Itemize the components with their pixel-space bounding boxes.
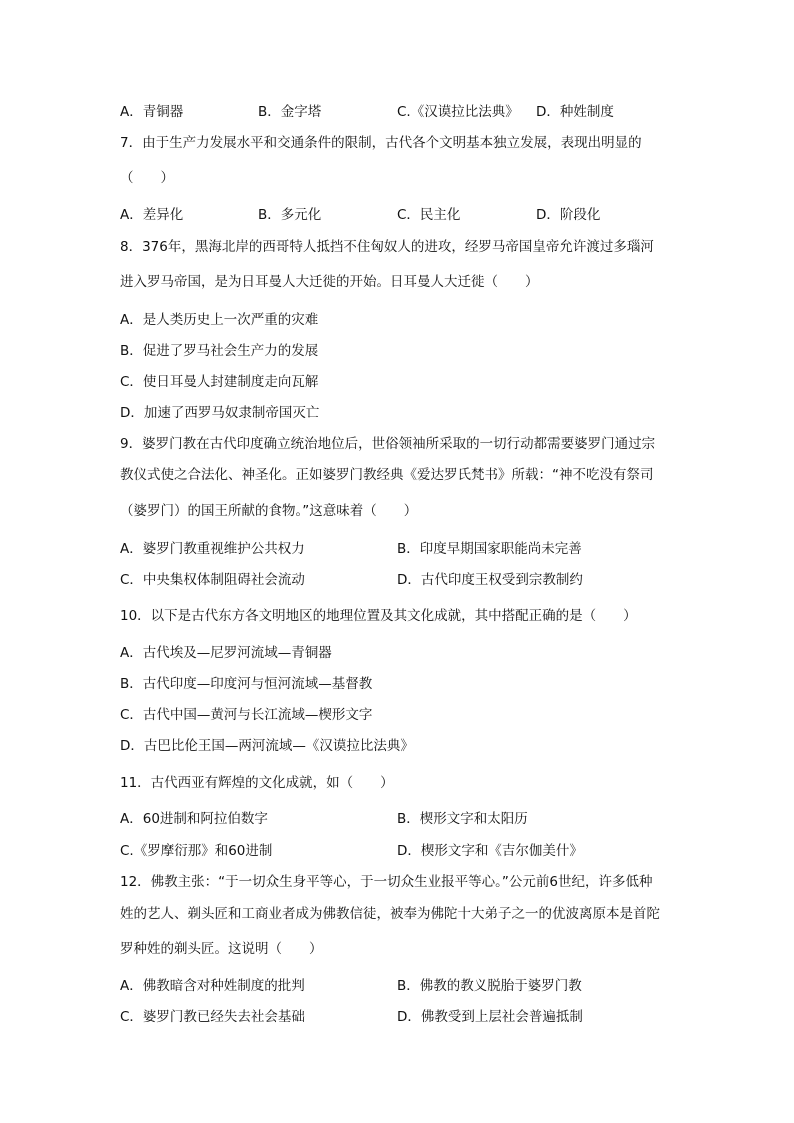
- q10-option-a[interactable]: A．古代埃及—尼罗河流域—青铜器: [120, 645, 332, 661]
- q8-option-b[interactable]: B．促进了罗马社会生产力的发展: [120, 343, 319, 359]
- q12-option-d[interactable]: D．佛教受到上层社会普遍抵制: [397, 1009, 583, 1025]
- q9-option-b[interactable]: B．印度早期国家职能尚未完善: [397, 541, 582, 557]
- q7-option-d[interactable]: D．阶段化: [536, 207, 601, 223]
- q9-option-d[interactable]: D．古代印度王权受到宗教制约: [397, 572, 583, 588]
- q12-option-a[interactable]: A．佛教暗含对种姓制度的批判: [120, 978, 305, 994]
- q6-option-c[interactable]: C.《汉谟拉比法典》: [397, 104, 519, 120]
- q7-option-a[interactable]: A．差异化: [120, 207, 184, 223]
- q8-option-d[interactable]: D．加速了西罗马奴隶制帝国灭亡: [120, 405, 320, 421]
- q11-option-d[interactable]: D．楔形文字和《吉尔伽美什》: [397, 843, 583, 859]
- q9-stem-line2: 教仪式使之合法化、神圣化。正如婆罗门教经典《爱达罗氏梵书》所载：“神不吃没有祭司: [120, 467, 654, 483]
- q10-stem: 10．以下是古代东方各文明地区的地理位置及其文化成就，其中搭配正确的是（ ）: [120, 608, 637, 624]
- q10-option-d[interactable]: D．古巴比伦王国—两河流域—《汉谟拉比法典》: [120, 738, 414, 754]
- q11-option-c[interactable]: C.《罗摩衍那》和60进制: [120, 843, 273, 859]
- q8-stem-line2: 进入罗马帝国，是为日耳曼人大迁徙的开始。日耳曼人大迁徙（ ）: [120, 274, 539, 290]
- q11-option-a[interactable]: A．60进制和阿拉伯数字: [120, 811, 268, 827]
- q12-option-b[interactable]: B．佛教的教义脱胎于婆罗门教: [397, 978, 582, 994]
- q10-option-c[interactable]: C．古代中国—黄河与长江流域—楔形文字: [120, 707, 373, 723]
- q7-stem-line2: （ ）: [120, 170, 174, 186]
- q8-option-c[interactable]: C．使日耳曼人封建制度走向瓦解: [120, 374, 319, 390]
- q6-option-d[interactable]: D．种姓制度: [536, 104, 614, 120]
- q12-stem-line1: 12．佛教主张：“于一切众生身平等心，于一切众生业报平等心。”公元前6世纪，许多低种: [120, 874, 653, 890]
- q11-option-b[interactable]: B．楔形文字和太阳历: [397, 811, 528, 827]
- q6-option-a[interactable]: A．青铜器: [120, 104, 184, 120]
- q9-stem-line1: 9．婆罗门教在古代印度确立统治地位后，世俗领袖所采取的一切行动都需要婆罗门通过宗: [120, 436, 656, 452]
- q8-option-a[interactable]: A．是人类历史上一次严重的灾难: [120, 312, 319, 328]
- q9-stem-line3: （婆罗门）的国王所献的食物。”这意味着（ ）: [120, 503, 418, 519]
- q12-stem-line3: 罗种姓的剃头匠。这说明（ ）: [120, 941, 323, 957]
- q6-option-b[interactable]: B．金字塔: [258, 104, 322, 120]
- q11-stem: 11．古代西亚有辉煌的文化成就，如（ ）: [120, 775, 394, 791]
- q7-option-b[interactable]: B．多元化: [258, 207, 322, 223]
- q7-stem-line1: 7．由于生产力发展水平和交通条件的限制，古代各个文明基本独立发展，表现出明显的: [120, 135, 642, 151]
- q12-stem-line2: 姓的艺人、剃头匠和工商业者成为佛教信徒，被奉为佛陀十大弟子之一的优波离原本是首陀: [120, 906, 660, 922]
- q7-option-c[interactable]: C．民主化: [397, 207, 461, 223]
- q9-option-c[interactable]: C．中央集权体制阻碍社会流动: [120, 572, 305, 588]
- q12-option-c[interactable]: C．婆罗门教已经失去社会基础: [120, 1009, 305, 1025]
- q9-option-a[interactable]: A．婆罗门教重视维护公共权力: [120, 541, 305, 557]
- q10-option-b[interactable]: B．古代印度—印度河与恒河流域—基督教: [120, 676, 373, 692]
- q8-stem-line1: 8．376年，黑海北岸的西哥特人抵挡不住匈奴人的进攻，经罗马帝国皇帝允许渡过多瑙河: [120, 239, 654, 255]
